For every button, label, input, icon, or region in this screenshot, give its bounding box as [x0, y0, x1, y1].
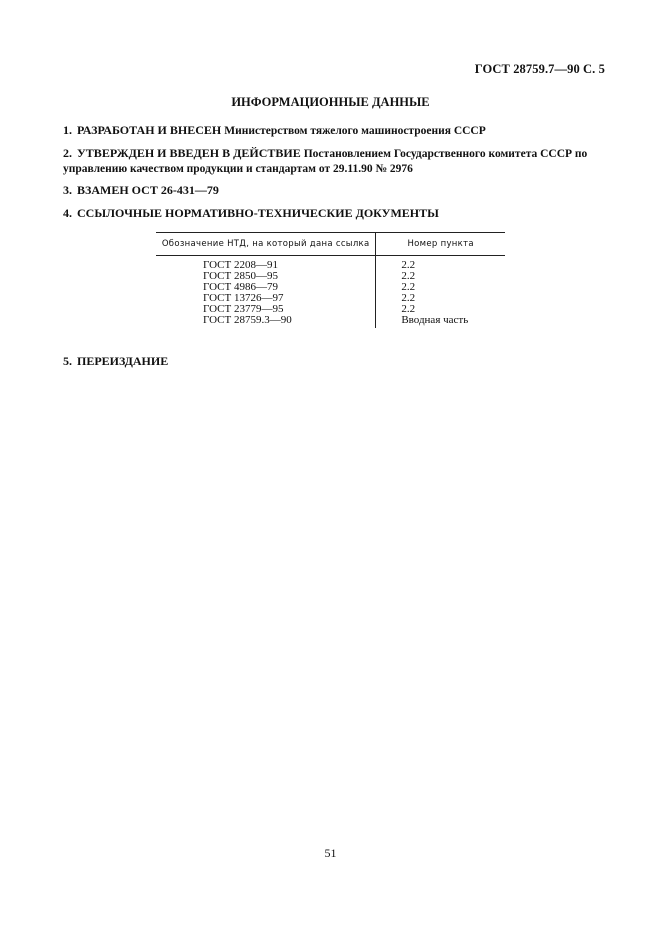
item-lead: РАЗРАБОТАН И ВНЕСЕН — [77, 123, 222, 137]
page-title: ИНФОРМАЦИОННЫЕ ДАННЫЕ — [231, 95, 430, 109]
list-item — [63, 206, 608, 220]
list-item — [63, 183, 608, 197]
column-header-clause: Номер пункта — [376, 233, 505, 256]
list-item — [63, 123, 608, 138]
list-item — [63, 146, 608, 176]
item-text: Министерством тяжелого машиностроения СССР — [224, 125, 486, 137]
table-cell-clause: 2.2 — [376, 271, 505, 282]
table-cell-document: ГОСТ 2208—91 — [203, 259, 278, 271]
table-cell-clause: 2.2 — [376, 256, 505, 272]
item-lead: ССЫЛОЧНЫЕ НОРМАТИВНО-ТЕХНИЧЕСКИЕ ДОКУМЕНТЫ — [77, 206, 439, 220]
table-header-row — [156, 233, 505, 256]
page-number: 51 — [324, 846, 337, 860]
table-cell-document: ГОСТ 13726—97 — [203, 292, 284, 304]
table-cell-document: ГОСТ 28759.3—90 — [203, 314, 292, 326]
item-text: Постановлением Государственного комитета СССР по управлению качеством продукции и стандартам от 29.11.90 № 2976 — [63, 148, 588, 175]
table-cell-clause: 2.2 — [376, 282, 505, 293]
item-number: 2. — [63, 146, 72, 160]
list-item — [63, 354, 608, 368]
table-row — [156, 315, 505, 328]
references-table — [156, 232, 505, 328]
item-number: 5. — [63, 354, 72, 368]
column-header-document: Обозначение НТД, на который дана ссылка — [156, 233, 376, 256]
item-number: 3. — [63, 183, 72, 197]
table-cell-clause: 2.2 — [376, 293, 505, 304]
item-number: 4. — [63, 206, 72, 220]
document-header-code: ГОСТ 28759.7—90 С. 5 — [474, 62, 605, 76]
item-lead: ПЕРЕИЗДАНИЕ — [77, 354, 169, 368]
item-lead: УТВЕРЖДЕН И ВВЕДЕН В ДЕЙСТВИЕ — [77, 146, 301, 160]
table-cell-document: ГОСТ 4986—79 — [203, 281, 278, 293]
table-cell-document: ГОСТ 23779—95 — [203, 303, 284, 315]
item-lead: ВЗАМЕН ОСТ 26-431—79 — [77, 183, 219, 197]
table-cell-document: ГОСТ 2850—95 — [203, 270, 278, 282]
table-cell-clause: Вводная часть — [376, 315, 505, 328]
table-cell-clause: 2.2 — [376, 304, 505, 315]
table-row — [156, 256, 505, 272]
item-number: 1. — [63, 123, 72, 137]
